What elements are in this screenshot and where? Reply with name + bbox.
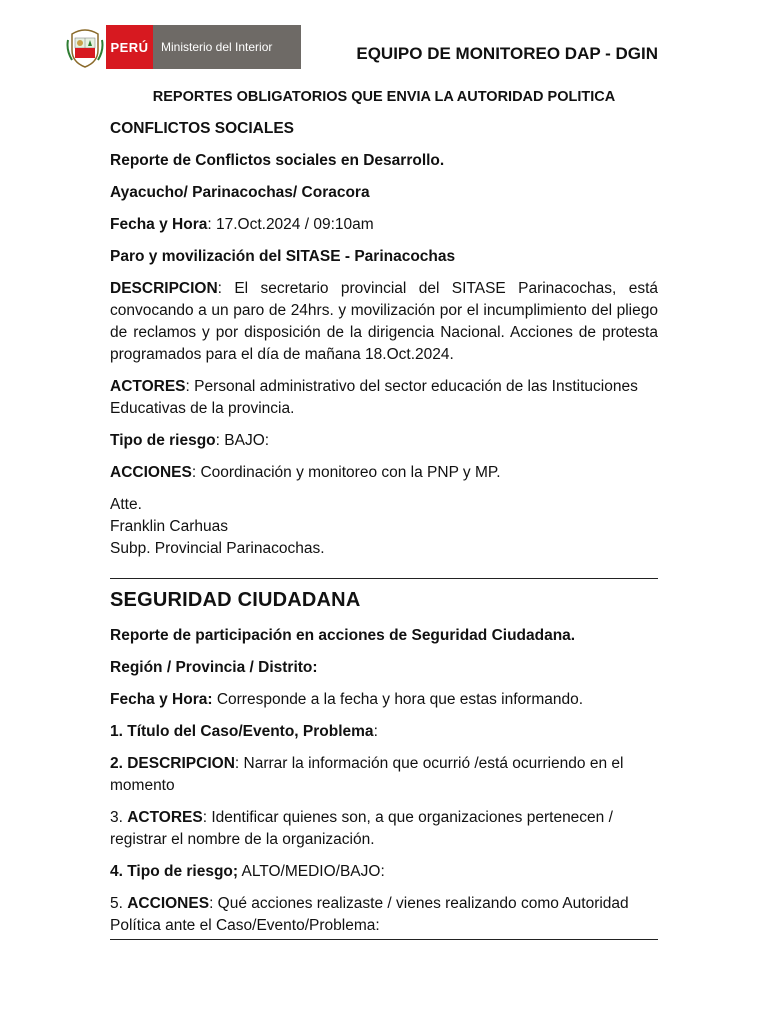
conflicts-datetime xyxy=(110,214,658,236)
security-datetime-text: Corresponde a la fecha y hora que estas informando. xyxy=(212,691,584,708)
conflicts-actors-text: : Personal administrativo del sector educación de las Instituciones Educativas de la provincia. xyxy=(110,378,638,417)
conflicts-location: Ayacucho/ Parinacochas/ Coracora xyxy=(110,184,370,201)
security-item-5-num: 5. xyxy=(110,895,128,912)
document-body xyxy=(110,86,658,940)
conflicts-datetime-value: : 17.Oct.2024 / 09:10am xyxy=(207,216,374,233)
logo-ministry: Ministerio del Interior xyxy=(153,25,301,69)
security-item-4 xyxy=(110,861,658,883)
security-item-3-text: : Identificar quienes son, a que organizaciones pertenecen / registrar el nombre de la organización. xyxy=(110,809,613,848)
security-item-2 xyxy=(110,753,658,797)
security-item-1-text: : xyxy=(373,723,378,740)
security-item-3-label: ACTORES xyxy=(127,809,203,826)
security-datetime-label: Fecha y Hora: xyxy=(110,691,213,708)
conflicts-risk-label: Tipo de riesgo xyxy=(110,432,216,449)
conflicts-risk-text: : BAJO: xyxy=(215,432,270,449)
conflicts-report-title: Reporte de Conflictos sociales en Desarrollo. xyxy=(110,152,445,169)
conflicts-description xyxy=(110,278,658,366)
security-location-label: Región / Provincia / Distrito: xyxy=(110,659,318,676)
security-item-4-label: 4. Tipo de riesgo; xyxy=(110,863,239,880)
conflicts-actions xyxy=(110,462,658,484)
team-title: EQUIPO DE MONITOREO DAP - DGIN xyxy=(356,44,658,63)
conflicts-description-label: DESCRIPCION xyxy=(110,280,218,297)
conflicts-heading: CONFLICTOS SOCIALES xyxy=(110,120,295,137)
bottom-divider xyxy=(110,939,658,940)
signature-title: Subp. Provincial Parinacochas. xyxy=(110,540,325,557)
security-datetime xyxy=(110,689,658,711)
coat-of-arms-icon xyxy=(66,26,104,68)
document-header xyxy=(0,0,768,80)
security-item-1 xyxy=(110,721,658,743)
security-heading-text: SEGURIDAD CIUDADANA xyxy=(110,589,361,611)
conflicts-datetime-label: Fecha y Hora xyxy=(110,216,208,233)
signature-block xyxy=(110,494,658,560)
conflicts-actors-label: ACTORES xyxy=(110,378,186,395)
conflicts-actions-text: : Coordinación y monitoreo con la PNP y MP. xyxy=(191,464,501,481)
conflicts-description-text: : El secretario provincial del SITASE Parinacochas, está convocando a un paro de 24hrs. y movilización por el incumplimiento del pliego de reclamos y por disposición de la dirigencia Nacional. Acciones de protesta programados para el día de mañana 18.Oct.2024. xyxy=(110,280,658,363)
security-item-3 xyxy=(110,807,658,851)
security-item-5-label: ACCIONES xyxy=(127,895,210,912)
signature-salutation: Atte. xyxy=(110,496,142,513)
logo-country: PERÚ xyxy=(106,25,153,69)
security-item-3-num: 3. xyxy=(110,809,128,826)
security-item-5 xyxy=(110,893,658,937)
section-divider xyxy=(110,578,658,579)
signature-name: Franklin Carhuas xyxy=(110,518,229,535)
conflicts-risk xyxy=(110,430,658,452)
conflicts-event-title: Paro y movilización del SITASE - Parinacochas xyxy=(110,248,456,265)
security-heading xyxy=(110,589,658,611)
security-item-2-label: 2. DESCRIPCION xyxy=(110,755,235,772)
security-item-4-text: ALTO/MEDIO/BAJO: xyxy=(238,863,385,880)
security-report-title: Reporte de participación en acciones de Seguridad Ciudadana. xyxy=(110,627,576,644)
document-subtitle: REPORTES OBLIGATORIOS QUE ENVIA LA AUTORIDAD POLITICA xyxy=(152,89,616,105)
security-item-1-label: 1. Título del Caso/Evento, Problema xyxy=(110,723,374,740)
security-item-2-text: : Narrar la información que ocurrió /está ocurriendo en el momento xyxy=(110,755,624,794)
conflicts-actors xyxy=(110,376,658,420)
conflicts-actions-label: ACCIONES xyxy=(110,464,192,481)
security-item-5-text: : Qué acciones realizaste / vienes realizando como Autoridad Política ante el Caso/Evento/Problema: xyxy=(110,895,629,934)
